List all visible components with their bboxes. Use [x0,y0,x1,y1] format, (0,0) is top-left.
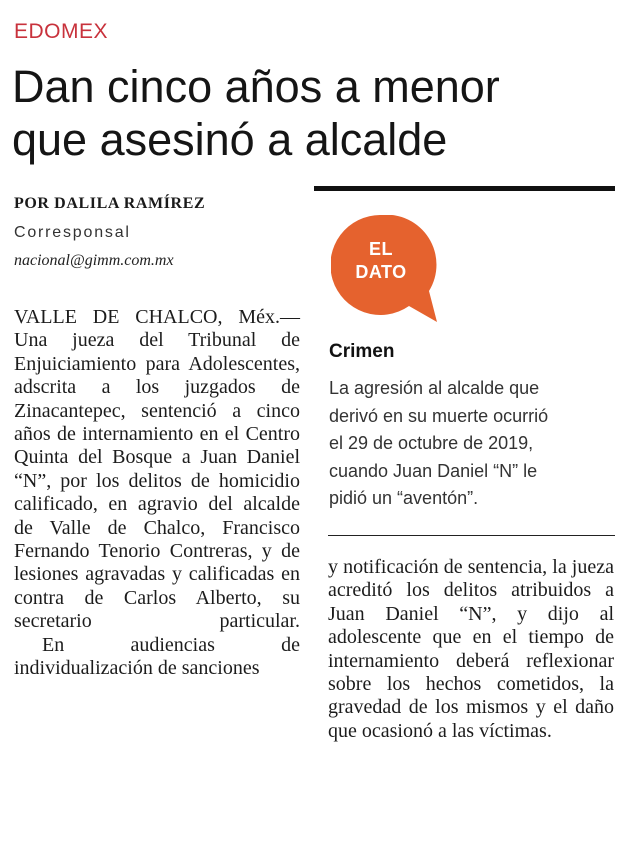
el-dato-line: La agresión al alcalde que [329,378,540,398]
article-paragraph-2: En audiencias de individualización de sanciones [14,633,300,680]
headline-line-1: Dan cinco años a menor [12,61,500,112]
byline-author: POR DALILA RAMÍREZ [14,195,206,212]
article-column-right [328,556,614,743]
el-dato-label [331,238,431,284]
sidebar-bottom-rule [328,535,615,536]
el-dato-badge [331,215,439,323]
byline-email[interactable]: nacional@gimm.com.mx [14,252,174,269]
el-dato-line: el 29 de octubre de 2019, [329,433,534,453]
el-dato-line: pidió un “aventón”. [329,488,479,508]
section-label: EDOMEX [14,20,109,43]
el-dato-body [329,375,619,513]
headline [12,60,622,166]
el-dato-line: cuando Juan Daniel “N” le [329,460,538,481]
byline-role: Corresponsal [14,224,131,241]
el-dato-line: derivó en su muerte ocurrió [329,405,549,426]
el-dato-label-line-1: EL [368,239,393,259]
article-paragraph-1: VALLE DE CHALCO, Méx.— Una jueza del Tribunal de Enjuiciamiento para Adolescentes, adscrita a los juzgados de Zinacantepec, sentenció a cinco años de internamiento en el Centro Quinta del Bosque a Juan Daniel “N”, por los delitos de homicidio calificado, en agravio del alcalde de Valle de Chalco, Francisco Fernando Tenorio Contreras, y de lesiones agravadas y calificadas en contra de Carlos Alberto, su secretario particular. [14,306,300,633]
headline-line-2: que asesinó a alcalde [12,114,448,165]
el-dato-title: Crimen [329,341,395,362]
article-paragraph-3: y notificación de sentencia, la jueza acreditó los delitos atribuidos a Juan Daniel “N”, y dijo al adolescente que en el tiempo de internamiento deberá reflexionar sobre los hechos cometidos, la gravedad de los mismos y el daño que ocasionó a las víctimas. [328,556,614,742]
sidebar-top-rule [314,186,615,191]
article-column-left [14,306,300,681]
el-dato-label-line-2: DATO [355,262,407,282]
